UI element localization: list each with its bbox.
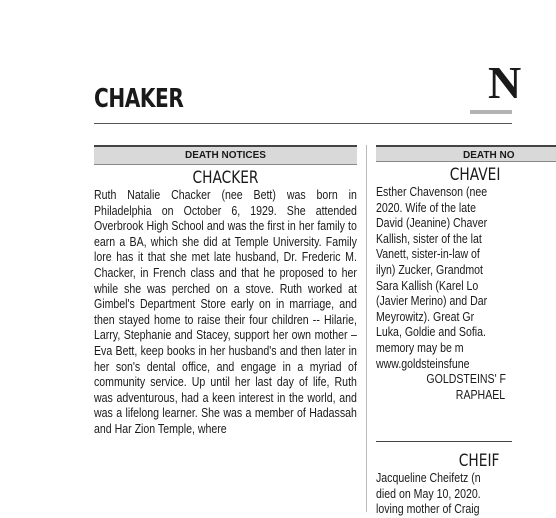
masthead-bar	[470, 110, 512, 114]
notice-line: Vanett, sister-in-law of	[376, 247, 480, 262]
notice-line: died on May 10, 2020.	[376, 486, 481, 501]
page-title: CHAKER	[94, 84, 184, 114]
section-header-death-notices: DEATH NOTICES	[94, 145, 357, 165]
notice-body-text: Ruth Natalie Chacker (nee Bett) was born in Philadelphia on October 6, 1929. She attended Overbrook High School and was the first in her family to earn a BA, which she did at Temple University. Family lore has it that she met late husband, Dr. Frederic M. Chacker, in French class and that he proposed to her while she was perched on a stove. Ruth worked at Gimbel's Department Store early on in marriage, and then stayed home to raise their four children -- Hilarie, Larry, Stephanie and Stacey, support her own mother – Eva Bett, keep books in her husband's and then later in her son's dental office, and engage in a myriad of community service. Up until her last day of life, Ruth was adventurous, had a keen interest in the world, and was a lifelong learner. She was a member of Hadassah and Har Zion Temple, where	[94, 188, 357, 436]
column-divider	[366, 145, 367, 512]
notice-body-chacker	[94, 188, 357, 438]
funeral-home-signature-2: RAPHAEL	[455, 387, 506, 402]
header-rule	[94, 123, 512, 124]
notice-line: ilyn) Zucker, Grandmot	[376, 262, 484, 277]
notice-line: www.goldsteinsfune	[376, 356, 470, 371]
section-header-death-notices-2: DEATH NO	[376, 145, 556, 162]
notice-line: Kallish, sister of the lat	[376, 231, 482, 246]
notice-body-chavenson	[376, 185, 527, 403]
notice-column-chacker	[94, 145, 357, 512]
notice-line: Luka, Goldie and Sofia.	[376, 325, 486, 340]
notice-name-chacker: CHACKER	[192, 168, 259, 188]
notice-line: Meyrowitz). Great Gr	[376, 309, 475, 324]
notice-line: memory may be m	[376, 340, 464, 355]
notice-line: loving mother of Craig	[376, 502, 480, 517]
notice-line: Esther Chavenson (nee	[376, 185, 488, 199]
notice-line: David (Jeanine) Chaver	[376, 216, 488, 231]
notice-line: (Javier Merino) and Dar	[376, 294, 488, 309]
notice-line: 2020. Wife of the late	[376, 200, 476, 215]
masthead-fragment: N	[488, 57, 522, 108]
notice-separator-rule	[376, 441, 512, 442]
notice-body-cheifetz	[376, 471, 527, 518]
notice-column-cheifetz	[376, 449, 512, 517]
notice-line: Sara Kallish (Karel Lo	[376, 278, 479, 293]
notice-name-cheifetz: CHEIF	[458, 451, 500, 471]
notice-name-chavenson: CHAVEI	[449, 165, 501, 185]
funeral-home-signature: GOLDSTEINS' F	[426, 372, 507, 387]
notice-line: Jacqueline Cheifetz (n	[376, 471, 481, 485]
